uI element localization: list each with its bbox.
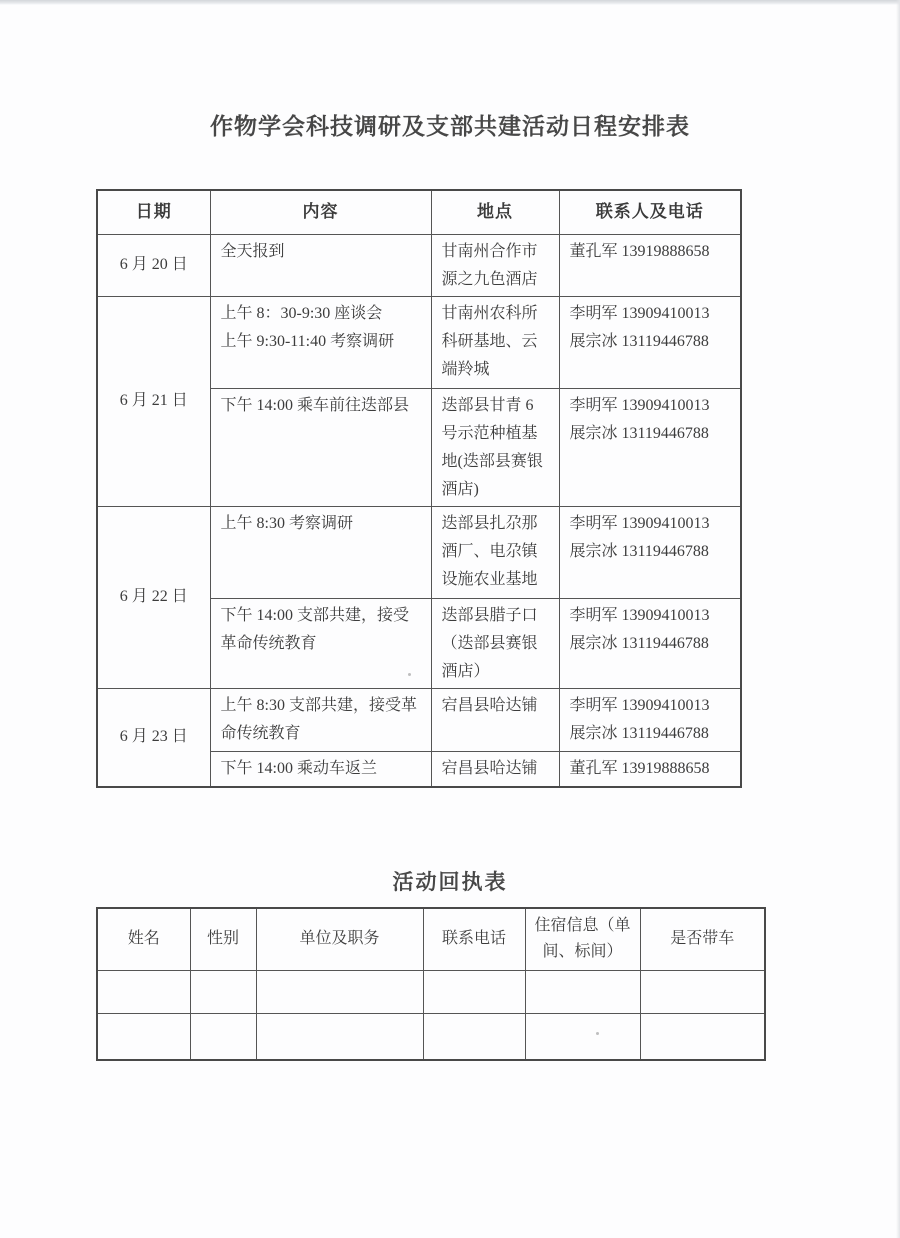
reply-header-row <box>97 908 765 970</box>
contact-cell <box>559 598 741 688</box>
contact-line: 展宗冰 13119446788 <box>569 634 709 652</box>
scan-speck <box>408 673 411 676</box>
contact-line: 董孔军 13919888658 <box>569 759 710 777</box>
contact-line: 展宗冰 13119446788 <box>569 724 709 742</box>
contact-line: 李明军 13909410013 <box>569 514 710 532</box>
reply-header-cell-gender: 性别 <box>190 908 256 970</box>
content-cell <box>210 751 431 787</box>
contact-line: 李明军 13909410013 <box>569 606 710 624</box>
location-cell: 宕昌县哈达铺 <box>431 688 559 751</box>
reply-header-cell-lodging: 住宿信息（单间、标间） <box>525 908 640 970</box>
content-cell <box>210 598 431 688</box>
contact-line: 展宗冰 13119446788 <box>569 424 709 442</box>
contact-cell <box>559 506 741 598</box>
contact-cell <box>559 388 741 506</box>
reply-header-cell-car: 是否带车 <box>640 908 765 970</box>
schedule-table <box>96 189 742 788</box>
reply-empty-row <box>97 970 765 1013</box>
location-cell: 迭部县腊子口（迭部县赛银酒店） <box>431 598 559 688</box>
empty-cell <box>97 1013 190 1060</box>
content-cell <box>210 506 431 598</box>
content-line: 上午 8:30 支部共建，接受革命传统教育 <box>220 696 417 742</box>
location-cell: 迭部县扎尕那酒厂、电尕镇设施农业基地 <box>431 506 559 598</box>
reply-header-cell-organization: 单位及职务 <box>256 908 423 970</box>
header-cell-contact: 联系人及电话 <box>559 190 741 234</box>
schedule-header-row <box>97 190 741 234</box>
content-cell <box>210 234 431 296</box>
date-cell: 6 月 20 日 <box>97 234 210 296</box>
content-line: 上午 8：30-9:30 座谈会 <box>220 304 383 322</box>
content-line: 上午 9:30-11:40 考察调研 <box>220 332 395 350</box>
reply-empty-row <box>97 1013 765 1060</box>
date-cell: 6 月 22 日 <box>97 506 210 688</box>
header-cell-location: 地点 <box>431 190 559 234</box>
contact-cell <box>559 296 741 388</box>
reply-table <box>96 907 766 1061</box>
empty-cell <box>640 970 765 1013</box>
contact-line: 展宗冰 13119446788 <box>569 542 709 560</box>
content-line: 上午 8:30 考察调研 <box>220 514 353 532</box>
page-title: 作物学会科技调研及支部共建活动日程安排表 <box>210 114 690 139</box>
contact-line: 李明军 13909410013 <box>569 304 710 322</box>
content-cell <box>210 296 431 388</box>
date-cell: 6 月 23 日 <box>97 688 210 787</box>
location-cell: 甘南州合作市源之九色酒店 <box>431 234 559 296</box>
contact-cell <box>559 751 741 787</box>
content-cell <box>210 388 431 506</box>
location-cell: 宕昌县哈达铺 <box>431 751 559 787</box>
content-cell <box>210 688 431 751</box>
empty-cell <box>190 970 256 1013</box>
empty-cell <box>190 1013 256 1060</box>
date-cell: 6 月 21 日 <box>97 296 210 506</box>
contact-line: 李明军 13909410013 <box>569 396 710 414</box>
schedule-row-jun21-morning <box>97 296 741 388</box>
scan-speck <box>596 1032 599 1035</box>
empty-cell <box>256 1013 423 1060</box>
content-line: 下午 14:00 乘车前往迭部县 <box>220 396 409 414</box>
location-cell: 甘南州农科所科研基地、云端羚城 <box>431 296 559 388</box>
empty-cell <box>256 970 423 1013</box>
header-cell-content: 内容 <box>210 190 431 234</box>
schedule-row-jun22-morning <box>97 506 741 598</box>
contact-cell <box>559 688 741 751</box>
scan-edge-artifact-right <box>896 0 900 1238</box>
contact-line: 李明军 13909410013 <box>569 696 710 714</box>
header-cell-date: 日期 <box>97 190 210 234</box>
contact-cell <box>559 234 741 296</box>
content-line: 下午 14:00 乘动车返兰 <box>220 759 377 777</box>
scan-edge-artifact-top <box>0 0 900 5</box>
empty-cell <box>525 1013 640 1060</box>
content-line: 全天报到 <box>220 242 285 260</box>
empty-cell <box>423 970 525 1013</box>
reply-form-title: 活动回执表 <box>392 870 508 894</box>
content-line: 下午 14:00 支部共建，接受革命传统教育 <box>220 606 409 652</box>
schedule-row-jun20 <box>97 234 741 296</box>
empty-cell <box>97 970 190 1013</box>
location-cell: 迭部县甘青 6 号示范种植基地(迭部县赛银酒店) <box>431 388 559 506</box>
reply-header-cell-phone: 联系电话 <box>423 908 525 970</box>
empty-cell <box>525 970 640 1013</box>
empty-cell <box>423 1013 525 1060</box>
reply-header-cell-name: 姓名 <box>97 908 190 970</box>
contact-line: 展宗冰 13119446788 <box>569 332 709 350</box>
contact-line: 董孔军 13919888658 <box>569 242 710 260</box>
empty-cell <box>640 1013 765 1060</box>
schedule-row-jun23-morning <box>97 688 741 751</box>
